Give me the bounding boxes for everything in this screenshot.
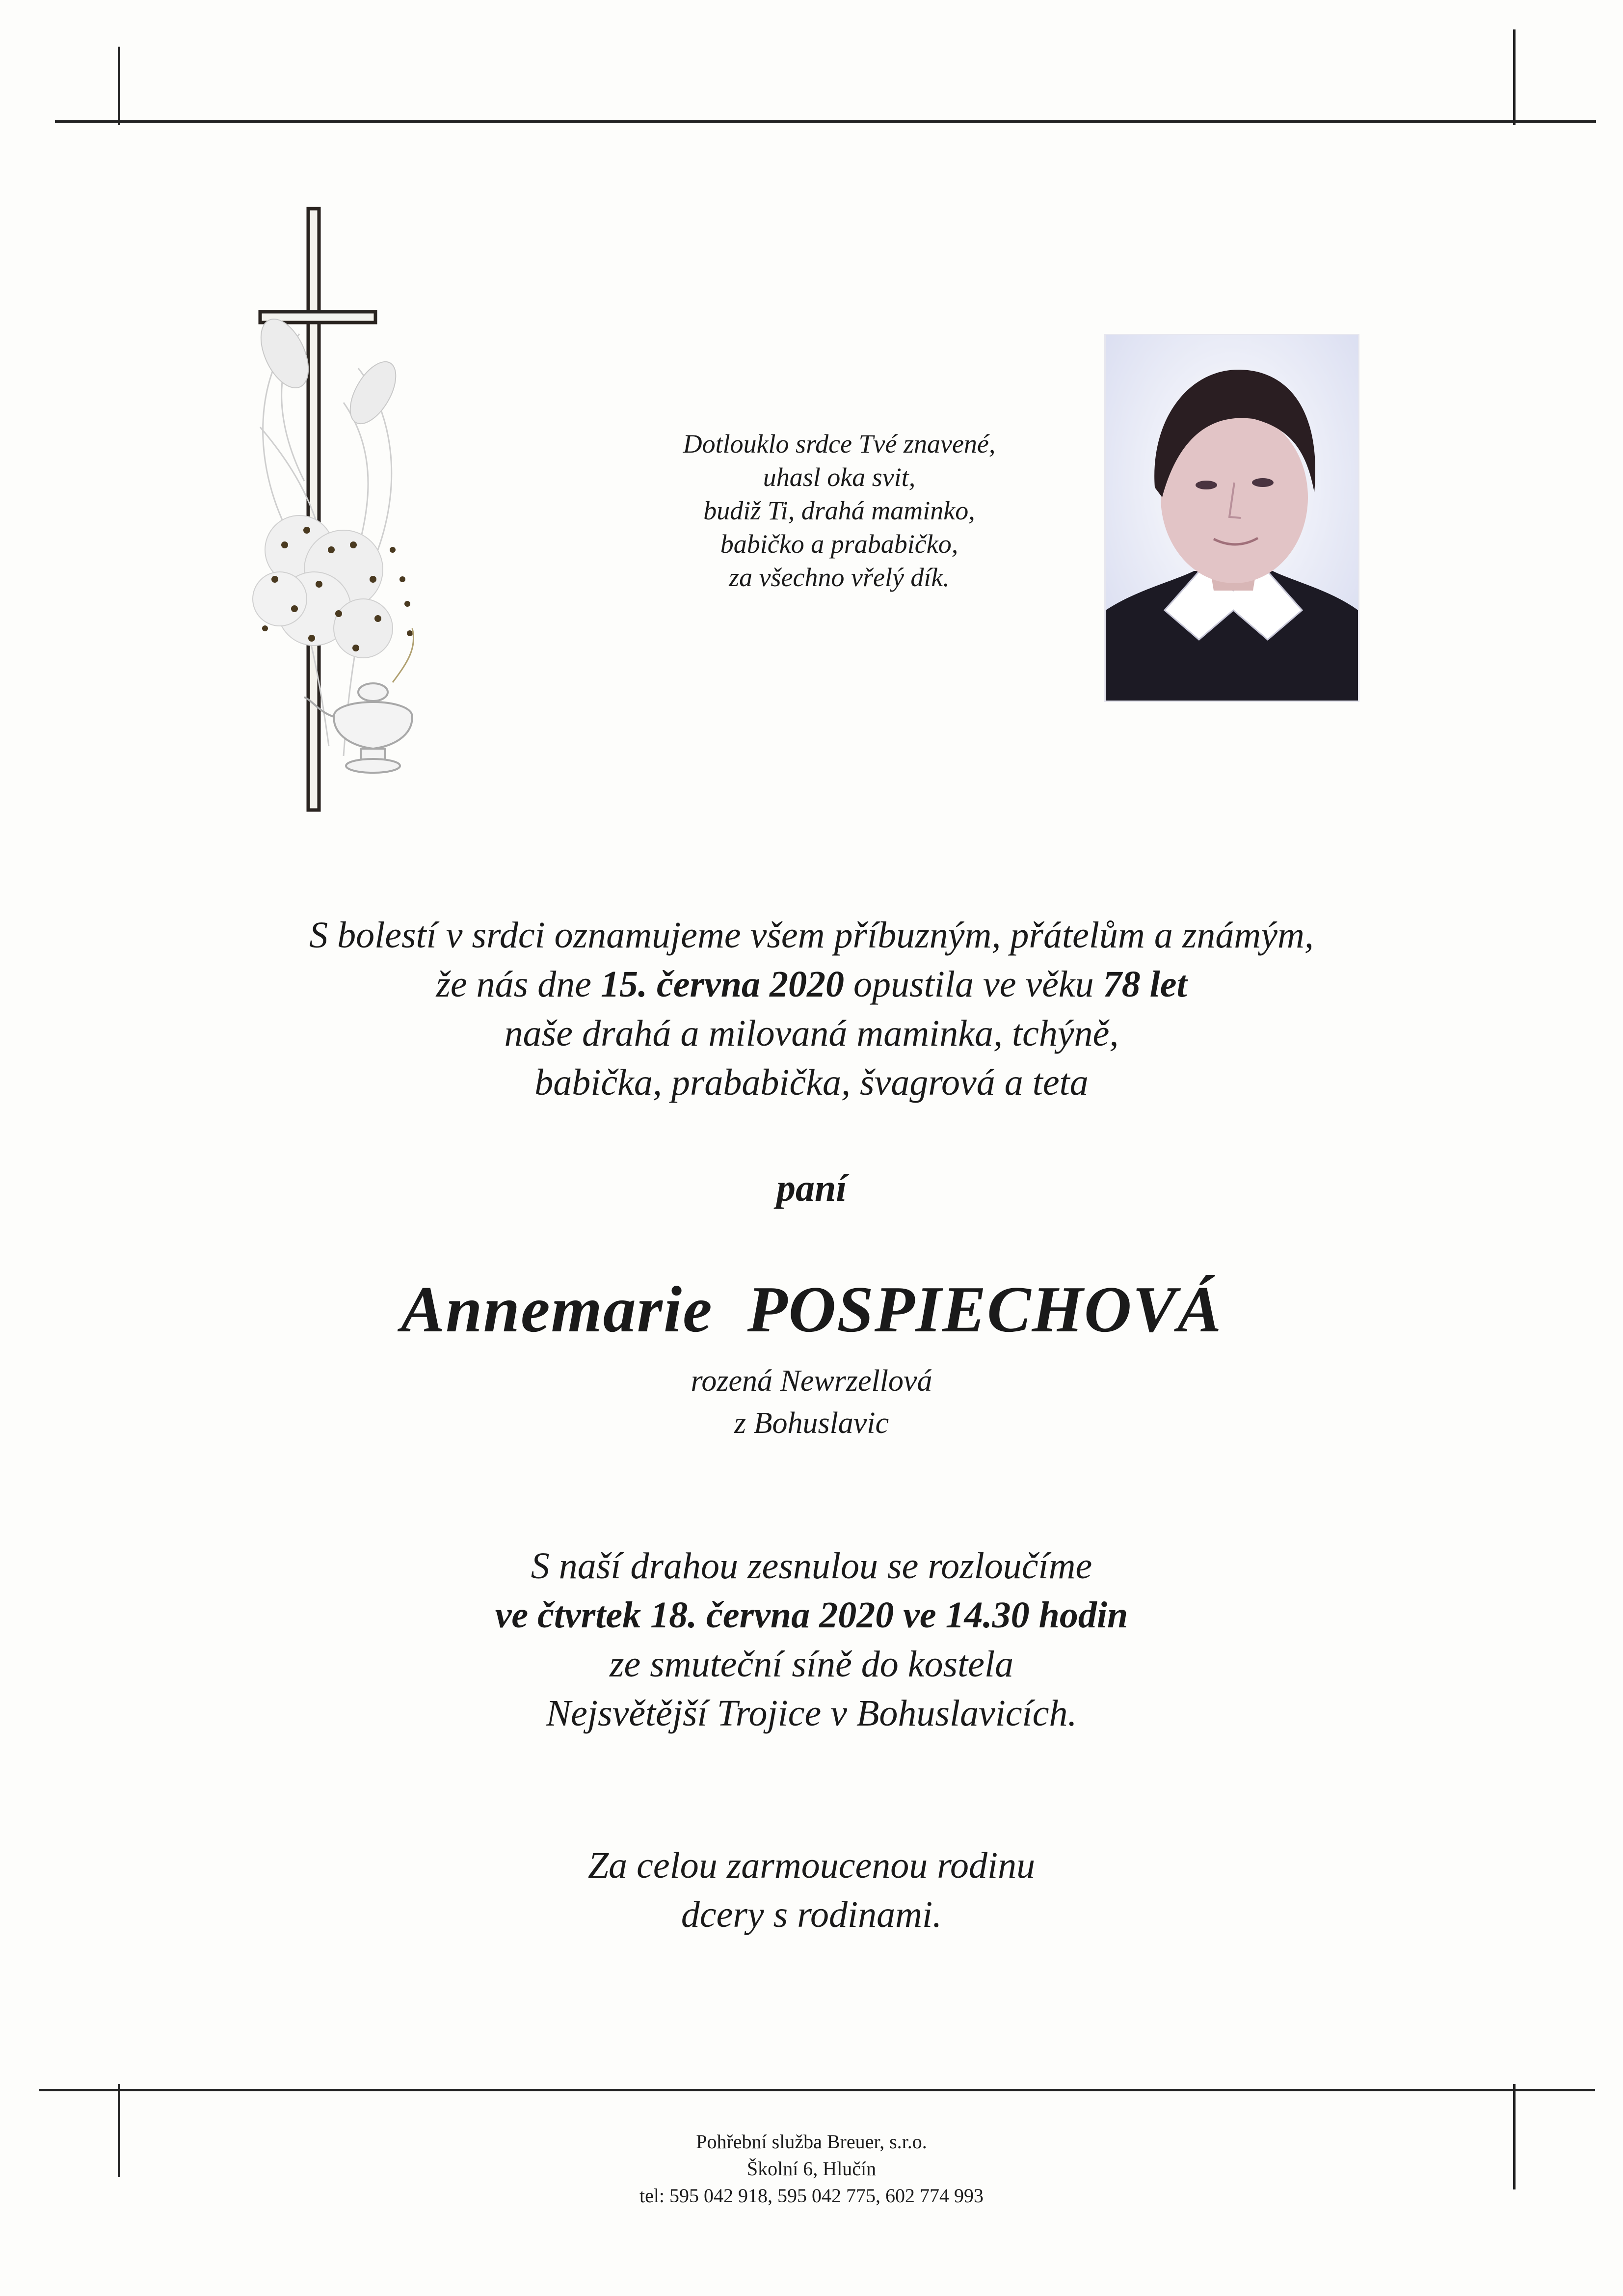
announcement-line [0,960,1623,1009]
funeral-service-footer [0,2128,1623,2209]
first-name: Annemarie [400,1273,713,1346]
left-corner-line-top [118,47,120,125]
death-announcement [0,911,1623,1107]
company-name: Pohřební služba Breuer, s.r.o. [696,2131,927,2153]
ceremony-datetime [0,1591,1623,1640]
cross-with-flowers-ornament [231,206,506,815]
poem-line: babičko a prababičko, [720,529,958,559]
top-border-line [55,120,1596,123]
portrait-photo [1104,334,1359,702]
bottom-border-line [39,2089,1595,2091]
poem-line: uhasl oka svit, [763,462,916,492]
family-line: dcery s rodinami. [681,1894,942,1935]
title-honorific: paní [776,1166,847,1209]
company-phones: tel: 595 042 918, 595 042 775, 602 774 993 [639,2185,984,2207]
poem-line: Dotlouklo srdce Tvé znavené, [683,429,996,459]
family-signature [0,1841,1623,1939]
deceased-name [0,1271,1623,1347]
announcement-line: naše drahá a milovaná maminka, tchýně, [504,1013,1119,1054]
maiden-name: rozená Newrzellová [691,1364,932,1398]
family-line: Za celou zarmoucenou rodinu [587,1845,1036,1886]
surname: POSPIECHOVÁ [747,1273,1223,1346]
right-corner-line-top [1513,29,1516,125]
announcement-line: babička, prababička, švagrová a teta [534,1062,1089,1103]
maiden-name-block [0,1360,1623,1444]
announcement-text: opustila ve věku [844,964,1103,1005]
poem-line: budiž Ti, drahá maminko, [703,496,975,525]
ceremony-line: S naší drahou zesnulou se rozloučíme [531,1545,1092,1587]
flower-bouquet [253,515,413,658]
ceremony-line: ze smuteční síně do kostela [609,1644,1014,1685]
ceremony-date-text: ve čtvrtek 18. června 2020 ve 14.30 hodin [495,1594,1128,1636]
memorial-poem [579,427,1099,594]
announcement-line: S bolestí v srdci oznamujeme všem příbuzným, přátelům a známým, [309,915,1314,956]
funeral-details [0,1541,1623,1738]
poem-line: za všechno vřelý dík. [729,563,950,592]
death-date: 15. června 2020 [601,964,845,1005]
ceremony-line: Nejsvětější Trojice v Bohuslavicích. [546,1693,1077,1734]
company-address: Školní 6, Hlučín [746,2158,877,2180]
age: 78 let [1103,964,1187,1005]
announcement-text: že nás dne [436,964,601,1005]
hometown: z Bohuslavic [734,1406,889,1440]
